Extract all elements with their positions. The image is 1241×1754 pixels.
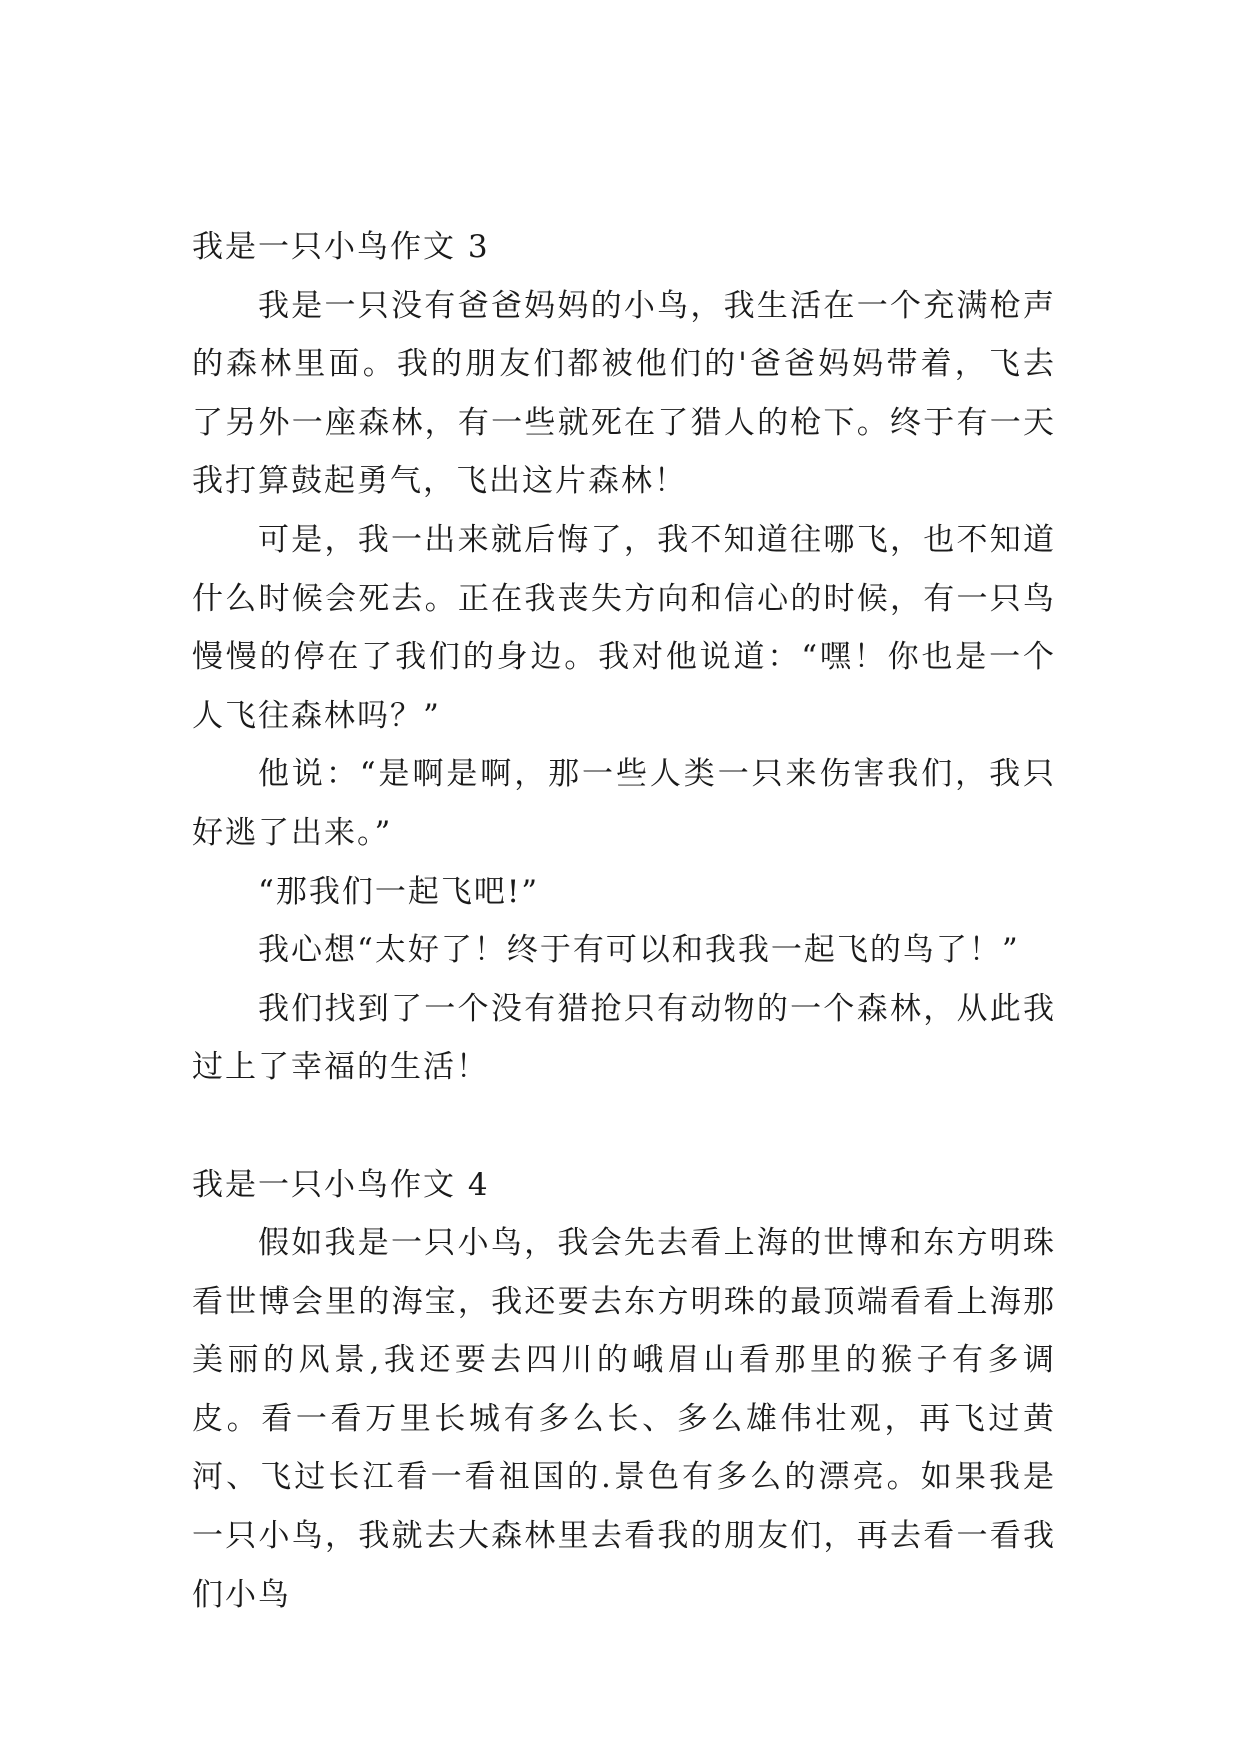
paragraph: 我们找到了一个没有猎抢只有动物的一个森林，从此我过上了幸福的生活！ bbox=[192, 990, 1056, 1086]
essay-section-4 bbox=[192, 1156, 1056, 1625]
paragraph: 他说：“是啊是啊，那一些人类一只来伤害我们，我只好逃了出来。” bbox=[192, 756, 1056, 851]
paragraph: 我是一只没有爸爸妈妈的小鸟，我生活在一个充满枪声的森林里面。我的朋友们都被他们的'爸爸妈妈带着，飞去了另外一座森林，有一些就死在了猎人的枪下。终于有一天我打算鼓起勇气，飞出这片森林！ bbox=[192, 287, 1056, 500]
section-spacer bbox=[192, 1097, 1056, 1156]
paragraph: 可是，我一出来就后悔了，我不知道往哪飞，也不知道什么时候会死去。正在我丧失方向和信心的时候，有一只鸟慢慢的停在了我们的身边。我对他说道：“嘿！你也是一个人飞往森林吗？” bbox=[192, 521, 1056, 734]
paragraph: 我心想“太好了！终于有可以和我我一起飞的鸟了！” bbox=[258, 932, 1020, 969]
section-heading: 我是一只小鸟作文 4 bbox=[192, 1166, 490, 1203]
document-body bbox=[192, 218, 1056, 1624]
paragraph: “那我们一起飞吧!” bbox=[258, 873, 540, 910]
section-heading: 我是一只小鸟作文 3 bbox=[192, 229, 490, 265]
paragraph: 假如我是一只小鸟，我会先去看上海的世博和东方明珠看世博会里的海宝，我还要去东方明珠的最顶端看看上海那美丽的风景,我还要去四川的峨眉山看那里的猴子有多调皮。看一看万里长城有多么长、多么雄伟壮观，再飞过黄河、飞过长江看一看祖国的.景色有多么的漂亮。如果我是一只小鸟，我就去大森林里去看我的朋友们，再去看一看我们小鸟 bbox=[192, 1225, 1056, 1613]
essay-section-3 bbox=[192, 218, 1056, 1097]
